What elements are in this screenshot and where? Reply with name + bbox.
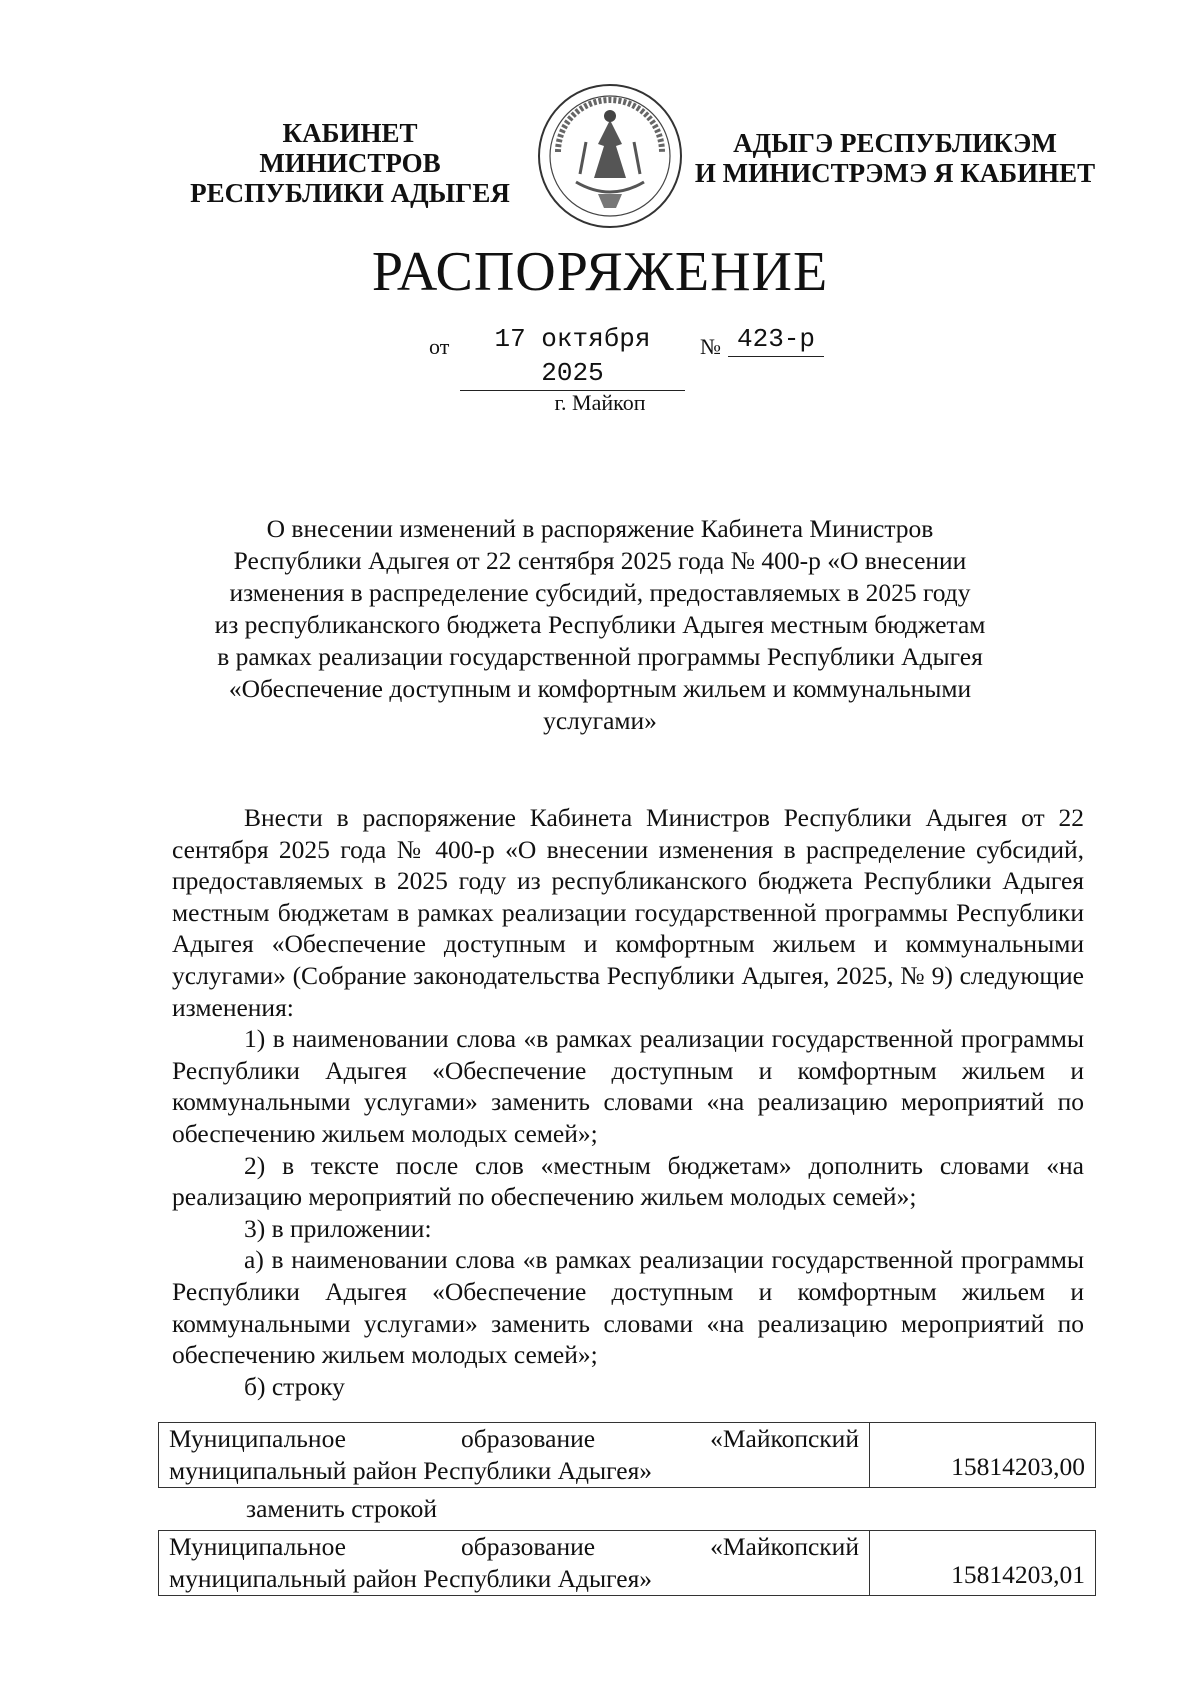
subject-line: «Обеспечение доступным и комфортным жильем и коммунальными: [228, 674, 972, 703]
row-name-line2: муниципальный район Республики Адыгея»: [169, 1456, 653, 1485]
header-left-line1: КАБИНЕТ МИНИСТРОВ: [259, 118, 441, 178]
document-title: РАСПОРЯЖЕНИЕ: [371, 241, 829, 303]
subject-line: в рамках реализации государственной программы Республики Адыгея: [217, 642, 983, 671]
subject-line: Республики Адыгея от 22 сентября 2025 года № 400-р «О внесении: [233, 546, 967, 575]
header-left: [190, 118, 510, 208]
body-item-1: 1) в наименовании слова «в рамках реализации государственной программы Республики Адыгея «Обеспечение доступным и комфортным жильем и коммунальными услугами» заменить словами «на реализацию мероприятий по обеспечению жильем молодых семей»;: [172, 1024, 1084, 1148]
header-right-line2: И МИНИСТРЭМЭ Я КАБИНЕТ: [694, 158, 1096, 188]
subject-line: О внесении изменений в распоряжение Кабинета Министров: [266, 514, 934, 543]
document-subject: [170, 513, 1030, 737]
subject-line: из республиканского бюджета Республики Адыгея местным бюджетам: [214, 610, 986, 639]
row-name-cell: [159, 1531, 870, 1596]
table-row: [159, 1423, 1096, 1488]
row-name-word: Муниципальное: [169, 1424, 346, 1453]
subject-line: изменения в распределение субсидий, предоставляемых в 2025 году: [229, 578, 971, 607]
date-number-line: [0, 322, 1200, 388]
row-name-word: «Майкопский: [710, 1532, 859, 1561]
row-name-word: образование: [460, 1532, 596, 1561]
document-date: 17 октября 2025: [460, 322, 685, 391]
row-name-word: Муниципальное: [169, 1532, 346, 1561]
header-left-line2: РЕСПУБЛИКИ АДЫГЕЯ: [190, 178, 510, 208]
document-body: [172, 802, 1084, 1402]
replace-label: заменить строкой: [246, 1494, 438, 1523]
row-name-word: образование: [460, 1424, 596, 1453]
row-name-cell: [159, 1423, 870, 1488]
body-intro: Внести в распоряжение Кабинета Министров Республики Адыгея от 22 сентября 2025 года № 400-р «О внесении изменения в распределение субсидий, предоставляемых в 2025 году из республиканского бюджета Республики Адыгея местным бюджетам в рамках реализации государственной программы Республики Адыгея «Обеспечение доступным и комфортным жильем и коммунальными услугами» (Собрание законодательства Республики Адыгея, 2025, № 9) следующие изменения:: [172, 803, 1084, 1022]
city: г. Майкоп: [554, 390, 646, 415]
body-item-3b: б) строку: [244, 1371, 345, 1401]
header-right: [690, 128, 1100, 188]
document-number: 423-р: [728, 322, 824, 357]
header-right-line1: АДЫГЭ РЕСПУБЛИКЭМ: [733, 128, 1057, 158]
body-item-2: 2) в тексте после слов «местным бюджетам» дополнить словами «на реализацию мероприятий по обеспечению жильем молодых семей»;: [172, 1150, 1084, 1212]
row-name-word: «Майкопский: [710, 1424, 859, 1453]
old-row-table: [158, 1422, 1096, 1488]
subject-line: услугами»: [543, 706, 657, 735]
row-value-cell: 15814203,00: [870, 1423, 1096, 1488]
new-row-table: [158, 1530, 1096, 1596]
number-prefix: №: [700, 334, 721, 359]
coat-of-arms-icon: [536, 82, 684, 230]
row-value-cell: 15814203,01: [870, 1531, 1096, 1596]
date-prefix: от: [429, 334, 450, 359]
row-name-line2: муниципальный район Республики Адыгея»: [169, 1564, 653, 1593]
body-item-3: 3) в приложении:: [244, 1213, 432, 1243]
body-item-3a: а) в наименовании слова «в рамках реализации государственной программы Республики Адыгея «Обеспечение доступным и комфортным жильем и коммунальными услугами» заменить словами «на реализацию мероприятий по обеспечению жильем молодых семей»;: [172, 1245, 1084, 1370]
table-row: [159, 1531, 1096, 1596]
